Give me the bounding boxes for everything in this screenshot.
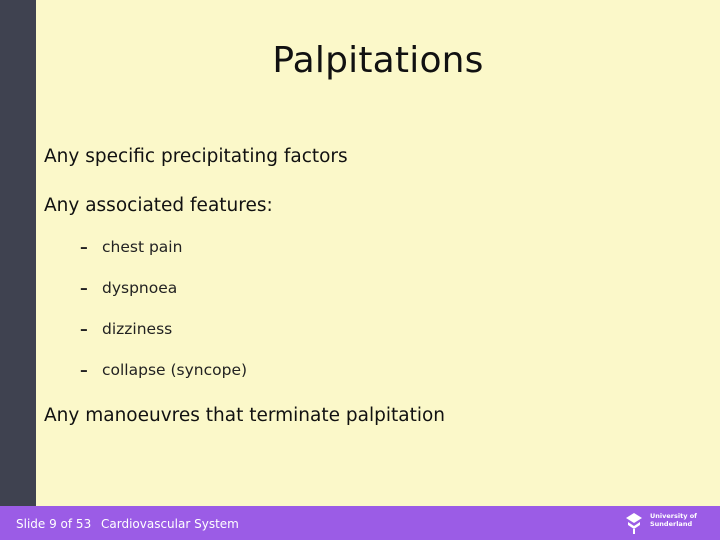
logo-wordmark: University of Sunderland bbox=[650, 512, 697, 528]
university-logo bbox=[622, 510, 708, 536]
left-accent-bar bbox=[0, 0, 36, 540]
sub-bullet-chest-pain bbox=[80, 238, 182, 256]
course-name: Cardiovascular System bbox=[101, 517, 239, 531]
sub-bullet-label: dizziness bbox=[102, 320, 173, 338]
sub-bullet-dizziness bbox=[80, 320, 172, 338]
slide-footer bbox=[0, 506, 720, 540]
sub-bullet-label: chest pain bbox=[102, 238, 183, 256]
bullet-item-associated-features: Any associated features: bbox=[44, 195, 273, 216]
sub-bullet-collapse bbox=[80, 361, 247, 379]
bullet-item-precipitating-factors: Any specific precipitating factors bbox=[44, 146, 348, 167]
slide-title: Palpitations bbox=[272, 40, 484, 81]
university-crest-icon bbox=[622, 510, 646, 536]
dash-marker: – bbox=[80, 361, 88, 379]
dash-marker: – bbox=[80, 320, 88, 338]
bullet-item-manoeuvres: Any manoeuvres that terminate palpitation bbox=[44, 405, 446, 426]
sub-bullet-label: collapse (syncope) bbox=[102, 361, 248, 379]
sub-bullet-label: dyspnoea bbox=[102, 279, 178, 297]
dash-marker: – bbox=[80, 238, 88, 256]
sub-bullet-dyspnoea bbox=[80, 279, 177, 297]
slide-number: Slide 9 of 53 bbox=[16, 517, 92, 531]
dash-marker: – bbox=[80, 279, 88, 297]
